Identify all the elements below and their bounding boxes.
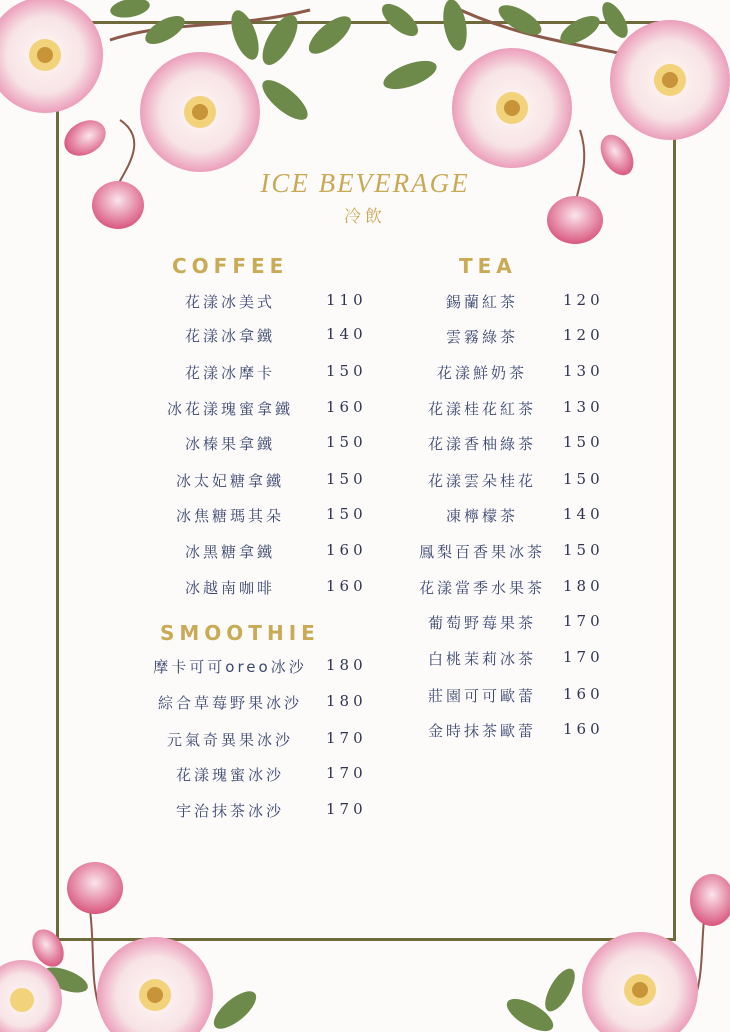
rose-flower-icon (452, 48, 572, 168)
section-heading-tea: TEA (459, 254, 517, 278)
item-name: 花漾冰摩卡 (184, 364, 275, 382)
item-name: 綜合草莓野果冰沙 (157, 694, 302, 712)
item-name: 金時抹茶歐蕾 (427, 722, 536, 740)
item-price: 150 (326, 505, 367, 523)
item-price: 150 (563, 433, 604, 451)
item-price: 160 (563, 685, 604, 703)
item-price: 130 (563, 362, 604, 380)
item-name: 冰越南咖啡 (184, 579, 275, 597)
item-name: 雲霧綠茶 (445, 328, 518, 346)
rose-flower-icon (582, 932, 698, 1032)
item-name: 花漾冰美式 (184, 293, 275, 311)
item-name: 摩卡可可oreo冰沙 (153, 658, 307, 676)
item-price: 150 (563, 470, 604, 488)
item-price: 160 (563, 720, 604, 738)
rose-flower-icon (0, 0, 103, 113)
section-heading-coffee: COFFEE (172, 254, 289, 278)
item-price: 140 (563, 505, 604, 523)
item-price: 160 (326, 577, 367, 595)
item-name: 冰榛果拿鐵 (184, 435, 275, 453)
item-price: 140 (326, 325, 367, 343)
item-name: 白桃茉莉冰茶 (427, 650, 536, 668)
menu-subtitle: 冷飲 (344, 207, 386, 227)
item-price: 180 (326, 656, 367, 674)
item-name: 花漾雲朵桂花 (427, 472, 536, 490)
item-name: 鳳梨百香果冰茶 (418, 543, 545, 561)
item-price: 180 (326, 692, 367, 710)
item-price: 150 (326, 433, 367, 451)
item-price: 160 (326, 398, 367, 416)
item-price: 180 (563, 577, 604, 595)
item-price: 160 (326, 541, 367, 559)
item-name: 元氣奇異果冰沙 (166, 731, 293, 749)
item-name: 花漾桂花紅茶 (427, 400, 536, 418)
floral-decoration-bottom (0, 850, 730, 1032)
item-name: 葡萄野莓果茶 (427, 614, 536, 632)
item-price: 150 (563, 541, 604, 559)
item-price: 170 (563, 612, 604, 630)
item-price: 120 (563, 326, 604, 344)
item-name: 宇治抹茶冰沙 (175, 802, 284, 820)
item-price: 170 (326, 764, 367, 782)
item-name: 錫蘭紅茶 (445, 293, 518, 311)
item-price: 170 (326, 729, 367, 747)
item-price: 150 (326, 362, 367, 380)
rose-bud-icon (690, 874, 730, 926)
menu-title: ICE BEVERAGE (260, 168, 470, 198)
item-price: 110 (326, 291, 367, 309)
rose-bud-icon (67, 862, 123, 914)
item-name: 花漾香柚綠茶 (427, 435, 536, 453)
rose-flower-icon (97, 937, 213, 1032)
item-name: 冰黑糖拿鐵 (184, 543, 275, 561)
item-name: 冰花漾瑰蜜拿鐵 (166, 400, 293, 418)
item-price: 170 (326, 800, 367, 818)
item-name: 花漾瑰蜜冰沙 (175, 766, 284, 784)
item-name: 花漾冰拿鐵 (184, 327, 275, 345)
item-name: 莊園可可歐蕾 (427, 687, 536, 705)
item-name: 花漾當季水果茶 (418, 579, 545, 597)
item-name: 花漾鮮奶茶 (436, 364, 527, 382)
item-price: 170 (563, 648, 604, 666)
item-price: 120 (563, 291, 604, 309)
item-name: 冰太妃糖拿鐵 (175, 472, 284, 490)
rose-bud-icon (58, 113, 112, 163)
item-price: 150 (326, 470, 367, 488)
rose-flower-icon (610, 20, 730, 140)
item-name: 冰焦糖瑪其朵 (175, 507, 284, 525)
rose-flower-icon (140, 52, 260, 172)
item-price: 130 (563, 398, 604, 416)
item-name: 凍檸檬茶 (445, 507, 518, 525)
section-heading-smoothie: SMOOTHIE (160, 621, 320, 645)
